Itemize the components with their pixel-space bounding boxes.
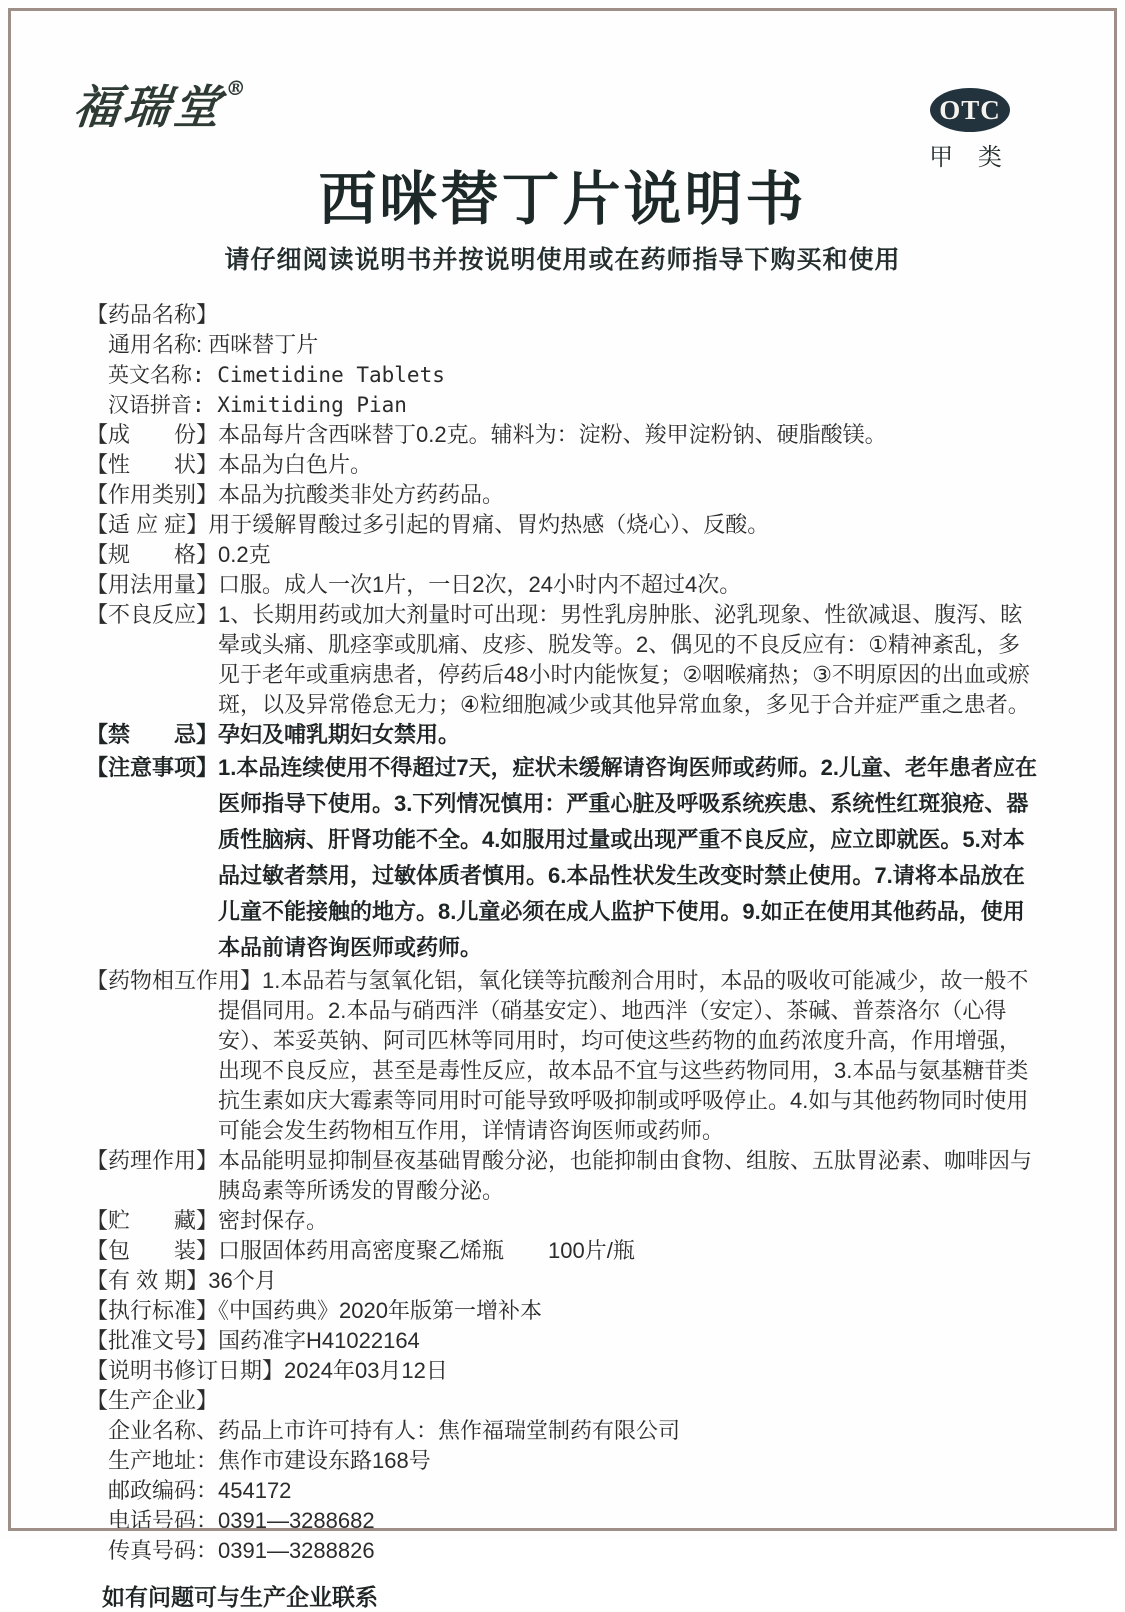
section-label: 【包 装】 <box>86 1237 219 1263</box>
section-contraindication <box>86 720 1041 750</box>
manufacturer-company: 企业名称、药品上市许可持有人：焦作福瑞堂制药有限公司 <box>108 1417 681 1443</box>
drug-name-generic: 通用名称: 西咪替丁片 <box>108 331 319 357</box>
brand-logo-text: 福瑞堂 <box>70 80 227 134</box>
section-label: 【药物相互作用】 <box>86 967 263 993</box>
section-label: 【有 效 期】 <box>86 1267 209 1293</box>
section-label: 【生产企业】 <box>86 1387 219 1413</box>
section-label: 【成 份】 <box>86 421 219 447</box>
otc-class-label: 甲 类 <box>929 144 1011 171</box>
section-label: 【适 应 症】 <box>86 511 209 537</box>
section-label: 【贮 藏】 <box>86 1207 219 1233</box>
section-standard <box>86 1296 1041 1326</box>
section-label: 【药理作用】 <box>86 1147 219 1173</box>
manufacturer-postcode: 邮政编码：454172 <box>108 1477 292 1503</box>
section-label: 【作用类别】 <box>86 481 219 507</box>
section-adverse-reactions <box>86 600 1041 720</box>
section-label: 【注意事项】 <box>86 754 219 780</box>
section-approval-number <box>86 1326 1041 1356</box>
section-content: 国药准字H41022164 <box>218 1327 420 1353</box>
section-content: 2024年03月12日 <box>284 1357 448 1383</box>
brand-logo <box>70 76 247 134</box>
manufacturer-phone: 电话号码：0391—3288682 <box>108 1507 375 1533</box>
page-subtitle: 请仔细阅读说明书并按说明使用或在药师指导下购买和使用 <box>224 245 901 274</box>
section-content: 本品能明显抑制昼夜基础胃酸分泌，也能抑制由食物、组胺、五肽胃泌素、咖啡因与胰岛素等所诱发的胃酸分泌。 <box>218 1147 1033 1203</box>
section-content: 本品为抗酸类非处方药药品。 <box>218 481 505 507</box>
insert-body <box>0 300 1125 1612</box>
section-content: 孕妇及哺乳期妇女禁用。 <box>218 721 461 747</box>
section-precautions <box>86 750 1041 966</box>
section-drug-name <box>86 300 1041 330</box>
section-pharmacology <box>86 1146 1041 1206</box>
section-drug-interactions <box>86 966 1041 1146</box>
section-label: 【药品名称】 <box>86 301 219 327</box>
section-manufacturer <box>86 1386 1041 1416</box>
page-title: 西咪替丁片说明书 <box>318 167 807 232</box>
otc-oval-icon: OTC <box>930 88 1010 132</box>
section-content: 《中国药典》2020年版第一增补本 <box>218 1297 542 1323</box>
manufacturer-address: 生产地址：焦作市建设东路168号 <box>108 1447 431 1473</box>
section-dosage <box>86 570 1041 600</box>
section-content: 1.本品若与氢氧化铝，氧化镁等抗酸剂合用时，本品的吸收可能减少，故一般不提倡同用。2.本品与硝西泮（硝基安定）、地西泮（安定）、茶碱、普萘洛尔（心得安）、苯妥英钠、阿司匹林等同用时，均可使这些药物的血药浓度升高，作用增强，出现不良反应，甚至是毒性反应，故本品不宜与这些药物同用，3.本品与氨基糖苷类抗生素如庆大霉素等同用时可能导致呼吸抑制或呼吸停止。4.如与其他药物同时使用可能会发生药物相互作用，详情请咨询医师或药师。 <box>218 967 1029 1143</box>
drug-name-english: 英文名称: Cimetidine Tablets <box>108 362 445 387</box>
section-character <box>86 450 1041 480</box>
section-content: 0.2克 <box>218 541 271 567</box>
section-action-class <box>86 480 1041 510</box>
section-label: 【执行标准】 <box>86 1297 219 1323</box>
section-label: 【不良反应】 <box>86 601 219 627</box>
section-content: 密封保存。 <box>218 1207 329 1233</box>
otc-badge <box>926 88 1014 172</box>
section-label: 【批准文号】 <box>86 1327 219 1353</box>
section-content: 本品为白色片。 <box>218 451 373 477</box>
section-label: 【说明书修订日期】 <box>86 1357 285 1383</box>
section-specification <box>86 540 1041 570</box>
section-label: 【用法用量】 <box>86 571 219 597</box>
section-composition <box>86 420 1041 450</box>
section-package <box>86 1236 1041 1266</box>
section-indications <box>86 510 1041 540</box>
registered-trademark-icon: ® <box>224 76 247 100</box>
section-validity <box>86 1266 1041 1296</box>
section-label: 【禁 忌】 <box>86 721 219 747</box>
section-content: 本品每片含西咪替丁0.2克。辅料为：淀粉、羧甲淀粉钠、硬脂酸镁。 <box>218 421 887 447</box>
contact-note: 如有问题可与生产企业联系 <box>102 1583 378 1610</box>
manufacturer-fax: 传真号码：0391—3288826 <box>108 1537 375 1563</box>
section-content: 用于缓解胃酸过多引起的胃痛、胃灼热感（烧心）、反酸。 <box>208 511 770 537</box>
drug-name-pinyin: 汉语拼音: Ximitiding Pian <box>108 392 407 417</box>
section-label: 【性 状】 <box>86 451 219 477</box>
section-content: 口服固体药用高密度聚乙烯瓶 100片/瓶 <box>218 1237 635 1263</box>
section-label: 【规 格】 <box>86 541 219 567</box>
section-revision-date <box>86 1356 1041 1386</box>
section-content: 1、长期用药或加大剂量时可出现：男性乳房肿胀、泌乳现象、性欲减退、腹泻、眩晕或头痛、肌痉挛或肌痛、皮疹、脱发等。2、偶见的不良反应有：①精神紊乱，多见于老年或重病患者，停药后48小时内能恢复；②咽喉痛热；③不明原因的出血或瘀斑，以及异常倦怠无力；④粒细胞减少或其他异常血象，多见于合并症严重之患者。 <box>218 601 1030 717</box>
section-storage <box>86 1206 1041 1236</box>
section-content: 口服。成人一次1片，一日2次，24小时内不超过4次。 <box>218 571 742 597</box>
section-content: 36个月 <box>208 1267 277 1293</box>
section-content: 1.本品连续使用不得超过7天，症状未缓解请咨询医师或药师。2.儿童、老年患者应在医师指导下使用。3.下列情况慎用：严重心脏及呼吸系统疾患、系统性红斑狼疮、器质性脑病、肝肾功能不全。4.如服用过量或出现严重不良反应，应立即就医。5.对本品过敏者禁用，过敏体质者慎用。6.本品性状发生改变时禁止使用。7.请将本品放在儿童不能接触的地方。8.儿童必须在成人监护下使用。9.如正在使用其他药品，使用本品前请咨询医师或药师。 <box>218 754 1037 960</box>
